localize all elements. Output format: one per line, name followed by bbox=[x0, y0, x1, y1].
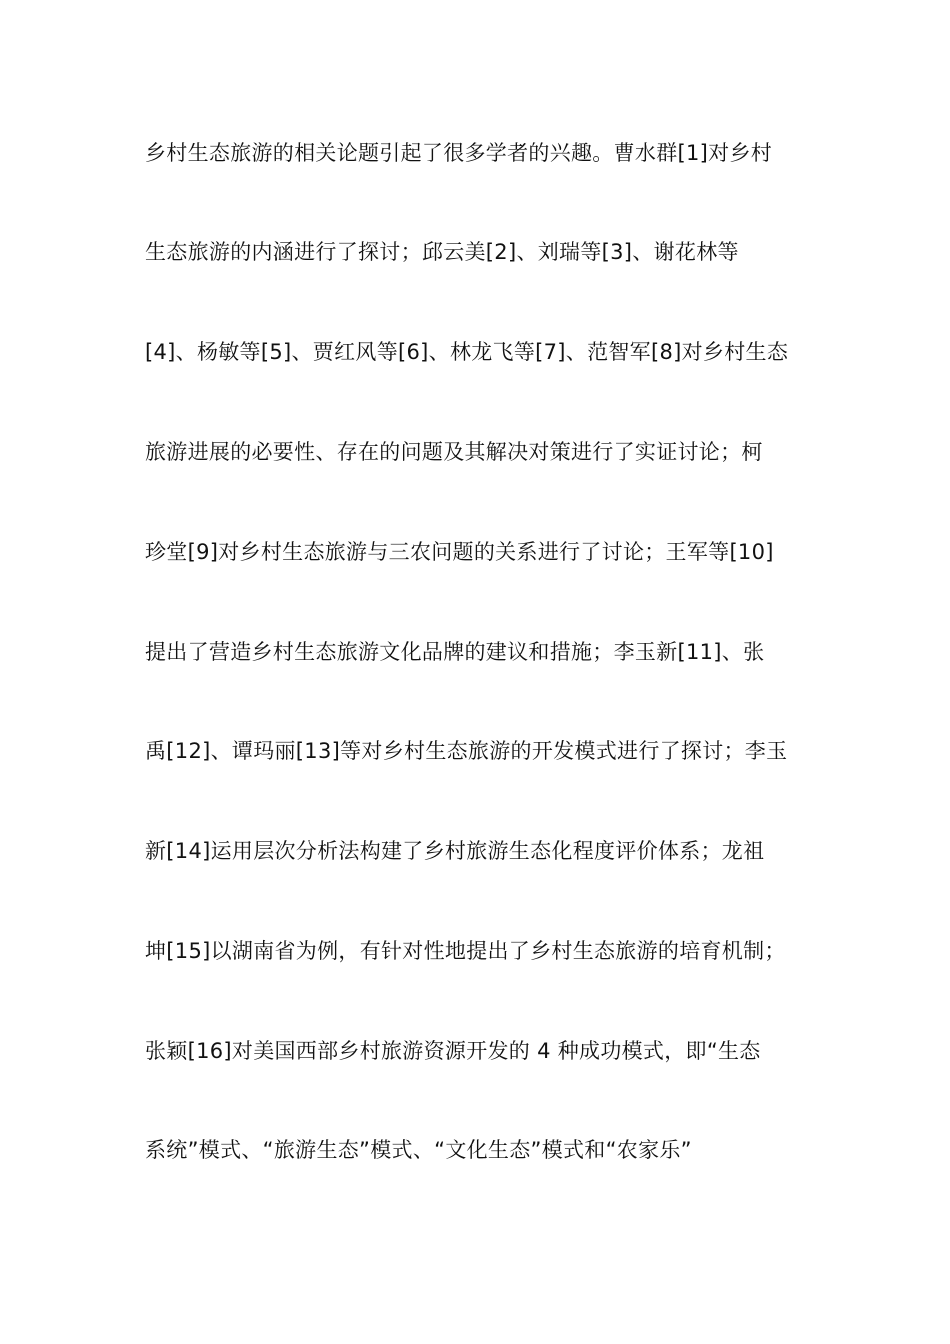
paragraph-line-3: [4]、杨敏等[5]、贾红风等[6]、林龙飞等[7]、范智军[8]对乡村生态 bbox=[145, 340, 789, 364]
paragraph-line-5: 珍堂[9]对乡村生态旅游与三农问题的关系进行了讨论；王军等[10] bbox=[145, 540, 774, 564]
paragraph-line-6: 提出了营造乡村生态旅游文化品牌的建议和措施；李玉新[11]、张 bbox=[145, 640, 765, 664]
paragraph-line-10: 张颖[16]对美国西部乡村旅游资源开发的 4 种成功模式，即“生态 bbox=[145, 1039, 761, 1063]
paragraph-line-4: 旅游进展的必要性、存在的问题及其解决对策进行了实证讨论；柯 bbox=[145, 440, 763, 464]
paragraph-line-2: 生态旅游的内涵进行了探讨；邱云美[2]、刘瑞等[3]、谢花林等 bbox=[145, 240, 739, 264]
paragraph-line-9: 坤[15]以湖南省为例，有针对性地提出了乡村生态旅游的培育机制； bbox=[145, 939, 786, 963]
paragraph-line-7: 禹[12]、谭玛丽[13]等对乡村生态旅游的开发模式进行了探讨；李玉 bbox=[145, 739, 788, 763]
paragraph-line-8: 新[14]运用层次分析法构建了乡村旅游生态化程度评价体系；龙祖 bbox=[145, 839, 765, 863]
paragraph-line-11: 系统”模式、“旅游生态”模式、“文化生态”模式和“农家乐” bbox=[145, 1138, 692, 1162]
paragraph-line-1: 乡村生态旅游的相关论题引起了很多学者的兴趣。曹水群[1]对乡村 bbox=[145, 141, 773, 165]
